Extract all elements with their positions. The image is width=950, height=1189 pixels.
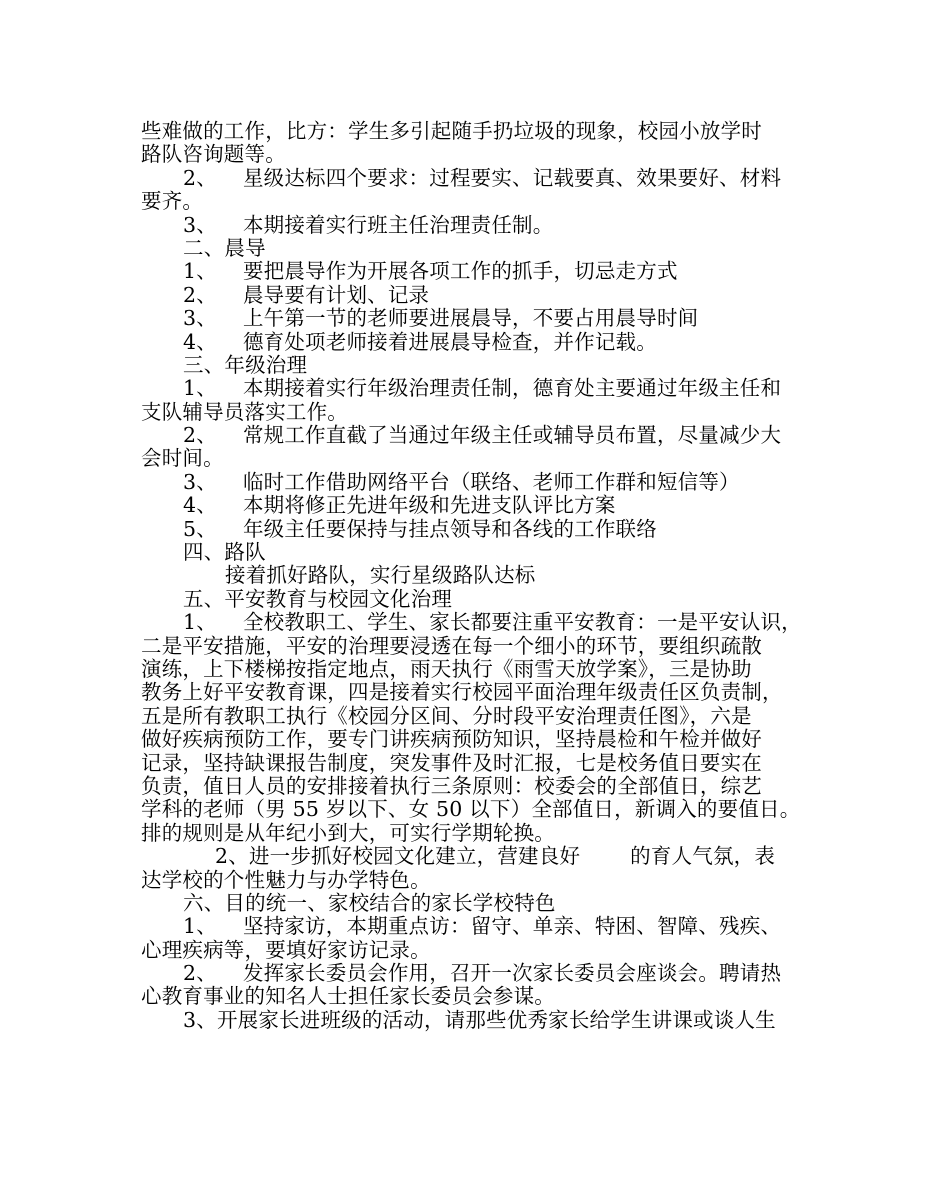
document-body	[141, 120, 816, 1032]
text-line: 达学校的个性魅力与办学特色。	[141, 867, 431, 892]
item-number: 4、	[183, 493, 217, 518]
text-line: 教务上好平安教育课，四是接着实行校园平面治理年级责任区负责制，	[141, 680, 783, 705]
text-line: 会时间。	[141, 446, 224, 471]
text-line: 要齐。	[141, 189, 204, 214]
item-number: 5、	[183, 516, 217, 541]
text-line: 二是平安措施，平安的治理要浸透在每一个细小的环节，要组织疏散	[141, 633, 762, 658]
section-heading: 六、目的统一、家校结合的家长学校特色	[183, 890, 556, 915]
item-text: 临时工作借助网络平台（联络、老师工作群和短信等）	[242, 469, 740, 494]
text-line	[141, 331, 816, 354]
item-number: 3、	[183, 212, 217, 237]
item-number: 1、	[183, 259, 217, 284]
text-line	[141, 494, 816, 517]
text-line	[141, 962, 816, 985]
text-line	[141, 260, 816, 283]
item-number: 4、	[183, 329, 217, 354]
item-text: 本期将修正先进年级和先进支队评比方案	[242, 493, 616, 518]
item-text: 常规工作直截了当通过年级主任或辅导员布置，尽量减少大	[242, 423, 782, 448]
text-line: 五是所有教职工执行《校园分区间、分时段平安治理责任图》，六是	[141, 703, 752, 728]
text-line	[141, 611, 816, 634]
text-line	[141, 518, 816, 541]
item-text: 晨导要有计划、记录	[242, 282, 430, 307]
text-line: 记录，坚持缺课报告制度，突发事件及时汇报，七是校务值日要实在	[141, 750, 762, 775]
item-text: 星级达标四个要求：过程要实、记载要真、效果要好、材料	[242, 165, 782, 190]
item-text: 要把晨导作为开展各项工作的抓手，切忌走方式	[242, 259, 678, 284]
text-line: 排的规则是从年纪小到大，可实行学期轮换。	[141, 820, 555, 845]
item-text: 上午第一节的老师要进展晨导，不要占用晨导时间	[242, 306, 699, 331]
text-line: 3、开展家长进班级的活动，请那些优秀家长给学生讲课或谈人生	[183, 1007, 776, 1032]
item-number: 2、	[183, 165, 217, 190]
text-line: 演练，上下楼梯按指定地点，雨天执行《雨雪天放学案》，三是协助	[141, 656, 752, 681]
text-line	[141, 307, 816, 330]
text-line	[141, 284, 816, 307]
text-line: 支队辅导员落实工作。	[141, 399, 348, 424]
item-number: 3、	[183, 469, 217, 494]
item-text: 本期接着实行年级治理责任制，德育处主要通过年级主任和	[242, 376, 782, 401]
item-number: 1、	[183, 376, 217, 401]
text-line: 心教育事业的知名人士担任家长委员会参谋。	[141, 984, 555, 1009]
text-line	[141, 377, 816, 400]
line-text: 的育人气氛，表	[630, 844, 776, 869]
text-line	[141, 845, 816, 868]
item-text: 发挥家长委员会作用，召开一次家长委员会座谈会。聘请热	[242, 961, 782, 986]
item-number: 2、	[183, 423, 217, 448]
item-text: 本期接着实行班主任治理责任制。	[242, 212, 554, 237]
item-text: 年级主任要保持与挂点领导和各线的工作联络	[242, 516, 657, 541]
text-line	[141, 214, 816, 237]
text-line	[141, 915, 816, 938]
text-line: 路队咨询题等。	[141, 142, 286, 167]
text-line	[141, 167, 816, 190]
text-line: 心理疾病等，要填好家访记录。	[141, 937, 431, 962]
text-line: 做好疾病预防工作，要专门讲疾病预防知识，坚持晨检和午检并做好	[141, 727, 762, 752]
item-number: 1、	[183, 914, 217, 939]
section-heading: 二、晨导	[183, 235, 266, 260]
text-line: 学科的老师（男 55 岁以下、女 50 以下）全部值日，新调入的要值日。	[141, 797, 801, 822]
item-number: 3、	[183, 306, 217, 331]
text-line: 接着抓好路队，实行星级路队达标	[225, 563, 536, 588]
text-line: 负责，值日人员的安排接着执行三条原则：校委会的全部值日，综艺	[141, 773, 762, 798]
section-heading: 三、年级治理	[183, 352, 308, 377]
line-text: 2、进一步抓好校园文化建立，营建良好	[215, 844, 581, 869]
item-text: 坚持家访，本期重点访：留守、单亲、特困、智障、残疾、	[242, 914, 782, 939]
item-text: 德育处项老师接着进展晨导检查，并作记载。	[242, 329, 657, 354]
item-number: 2、	[183, 961, 217, 986]
text-line	[141, 471, 816, 494]
item-number: 1、	[183, 610, 217, 635]
item-text: 全校教职工、学生、家长都要注重平安教育：一是平安认识，	[242, 610, 802, 635]
section-heading: 五、平安教育与校园文化治理	[183, 586, 453, 611]
section-heading: 四、路队	[183, 540, 266, 565]
text-line	[141, 424, 816, 447]
item-number: 2、	[183, 282, 217, 307]
text-line: 些难做的工作，比方：学生多引起随手扔垃圾的现象，校园小放学时	[141, 119, 762, 143]
